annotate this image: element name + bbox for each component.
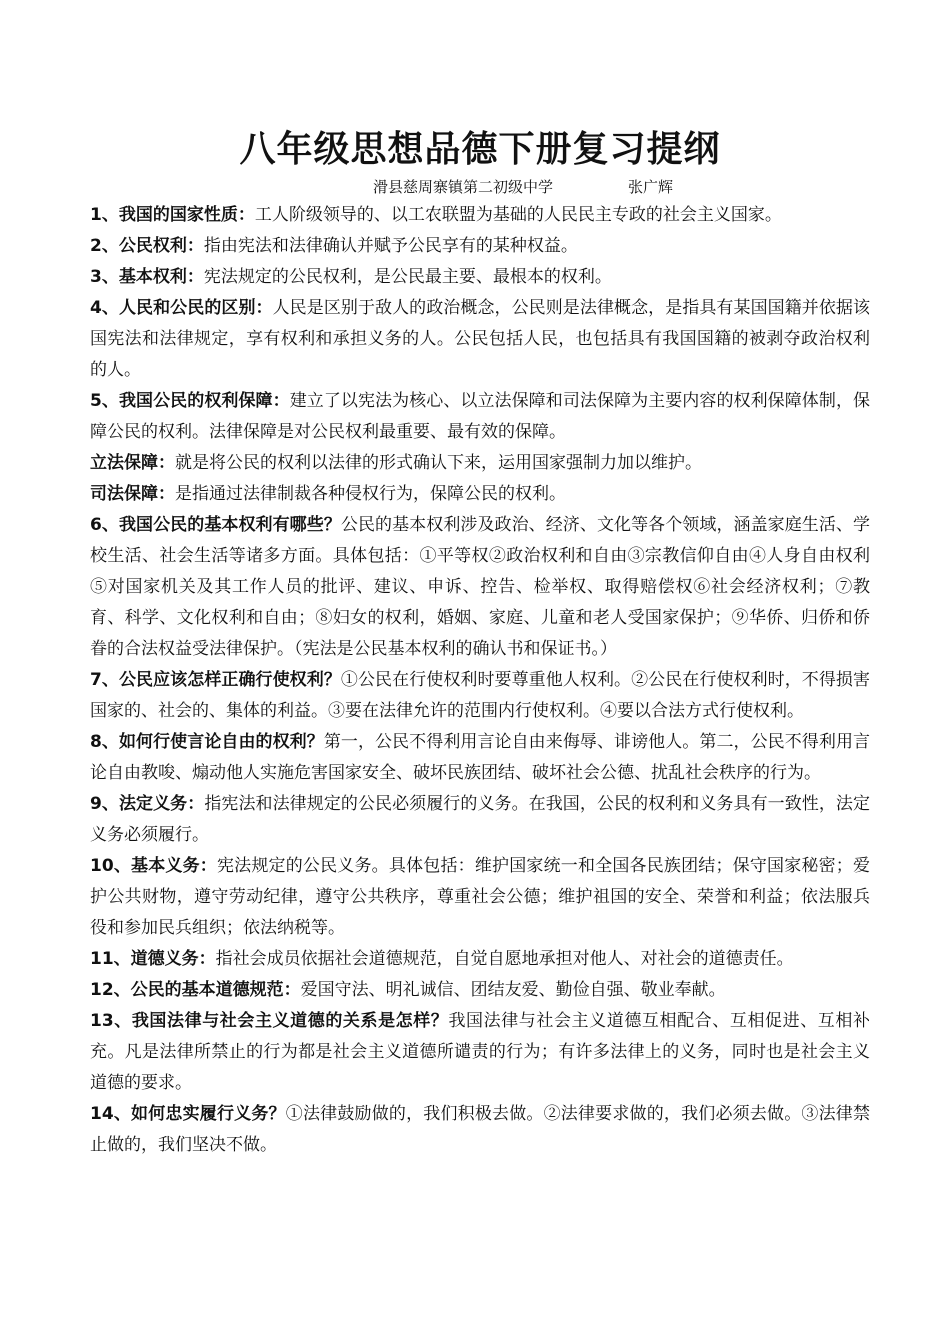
school-name: 滑县慈周寨镇第二初级中学 <box>373 178 554 196</box>
paragraph-heading: 4、人民和公民的区别： <box>90 298 273 318</box>
paragraph-heading: 9、法定义务： <box>90 794 205 814</box>
paragraph-text: 宪法规定的公民义务。具体包括：维护国家统一和全国各民族团结；保守国家秘密；爱护公共财物，遵守劳动纪律，遵守公共秩序，尊重社会公德；维护祖国的安全、荣誉和利益；依法服兵役和参加民兵组织；依法纳税等。 <box>90 856 870 938</box>
paragraph-text: 公民的基本权利涉及政治、经济、文化等各个领域，涵盖家庭生活、学校生活、社会生活等诸多方面。具体包括：①平等权②政治权利和自由③宗教信仰自由④人身自由权利⑤对国家机关及其工作人员的批评、建议、申诉、控告、检举权、取得赔偿权⑥社会经济权利；⑦教育、科学、文化权利和自由；⑧妇女的权利，婚姻、家庭、儿童和老人受国家保护；⑨华侨、归侨和侨眷的合法权益受法律保护。（宪法是公民基本权利的确认书和保证书。） <box>90 515 871 659</box>
paragraph-text: 宪法规定的公民权利，是公民最主要、最根本的权利。 <box>203 267 612 287</box>
paragraph-heading: 3、基本权利： <box>90 267 204 287</box>
paragraph-heading: 5、我国公民的权利保障： <box>90 391 290 411</box>
paragraph-text: 指宪法和法律规定的公民必须履行的义务。在我国，公民的权利和义务具有一致性，法定义务必须履行。 <box>90 794 870 845</box>
paragraph-text: 建立了以宪法为核心、以立法保障和司法保障为主要内容的权利保障体制，保障公民的权利。法律保障是对公民权利最重要、最有效的保障。 <box>90 391 871 442</box>
paragraph-13 <box>90 1006 870 1099</box>
byline <box>373 176 870 198</box>
paragraph-4 <box>90 293 870 386</box>
paragraph-heading: 14、如何忠实履行义务？ <box>90 1104 286 1124</box>
paragraph-text: 就是将公民的权利以法律的形式确认下来，运用国家强制力加以维护。 <box>175 453 702 473</box>
paragraph-5 <box>90 386 870 448</box>
paragraph-heading: 12、公民的基本道德规范： <box>90 980 301 1000</box>
paragraph-heading: 6、我国公民的基本权利有哪些？ <box>90 515 341 535</box>
paragraph-11 <box>90 944 870 975</box>
paragraph-text: 指由宪法和法律确认并赋予公民享有的某种权益。 <box>203 236 578 256</box>
paragraph-9 <box>90 789 870 851</box>
paragraph-14 <box>90 1099 870 1161</box>
document-title: 八年级思想品德下册复习提纲 <box>239 129 721 170</box>
paragraph-2 <box>90 231 870 262</box>
paragraph-text: ①法律鼓励做的，我们积极去做。②法律要求做的，我们必须去做。③法律禁止做的，我们坚决不做。 <box>90 1104 870 1155</box>
paragraph-text: 工人阶级领导的、以工农联盟为基础的人民民主专政的社会主义国家。 <box>254 205 782 225</box>
paragraph-heading: 立法保障： <box>90 453 175 473</box>
paragraph-heading: 7、公民应该怎样正确行使权利？ <box>90 670 341 690</box>
paragraph-6 <box>90 510 870 665</box>
paragraph-text: 指社会成员依据社会道德规范，自觉自愿地承担对他人、对社会的道德责任。 <box>215 949 794 969</box>
paragraph-text: 人民是区别于敌人的政治概念，公民则是法律概念，是指具有某国国籍并依据该国宪法和法律规定，享有权利和承担义务的人。公民包括人民，也包括具有我国国籍的被剥夺政治权利的人。 <box>90 298 870 380</box>
paragraph-text: 第一，公民不得利用言论自由来侮辱、诽谤他人。第二，公民不得利用言论自由教唆、煽动他人实施危害国家安全、破坏民族团结、破坏社会公德、扰乱社会秩序的行为。 <box>90 732 871 783</box>
paragraph-heading: 10、基本义务： <box>90 856 217 876</box>
paragraph-10 <box>90 851 870 944</box>
paragraph-12 <box>90 975 870 1006</box>
paragraph-text: 我国法律与社会主义道德互相配合、互相促进、互相补充。凡是法律所禁止的行为都是社会主义道德所谴责的行为；有许多法律上的义务，同时也是社会主义道德的要求。 <box>90 1011 870 1093</box>
paragraph-text: 爱国守法、明礼诚信、团结友爱、勤俭自强、敬业奉献。 <box>300 980 726 1000</box>
paragraph-3 <box>90 262 870 293</box>
author-name: 张广辉 <box>628 178 674 196</box>
paragraph-8 <box>90 727 870 789</box>
paragraph-heading: 8、如何行使言论自由的权利？ <box>90 732 324 752</box>
paragraph-heading: 1、我国的国家性质： <box>90 205 255 225</box>
paragraph-heading: 11、道德义务： <box>90 949 216 969</box>
paragraph-judicial-protection <box>90 479 870 510</box>
paragraph-text: ①公民在行使权利时要尊重他人权利。②公民在行使权利时，不得损害国家的、社会的、集体的利益。③要在法律允许的范围内行使权利。④要以合法方式行使权利。 <box>90 670 871 721</box>
paragraph-heading: 司法保障： <box>90 484 175 504</box>
paragraph-heading: 13、我国法律与社会主义道德的关系是怎样？ <box>90 1011 449 1031</box>
paragraph-1 <box>90 200 870 231</box>
paragraph-text: 是指通过法律制裁各种侵权行为，保障公民的权利。 <box>175 484 566 504</box>
paragraph-heading: 2、公民权利： <box>90 236 204 256</box>
paragraph-legislative-protection <box>90 448 870 479</box>
paragraph-7 <box>90 665 870 727</box>
document-page <box>90 128 870 1161</box>
